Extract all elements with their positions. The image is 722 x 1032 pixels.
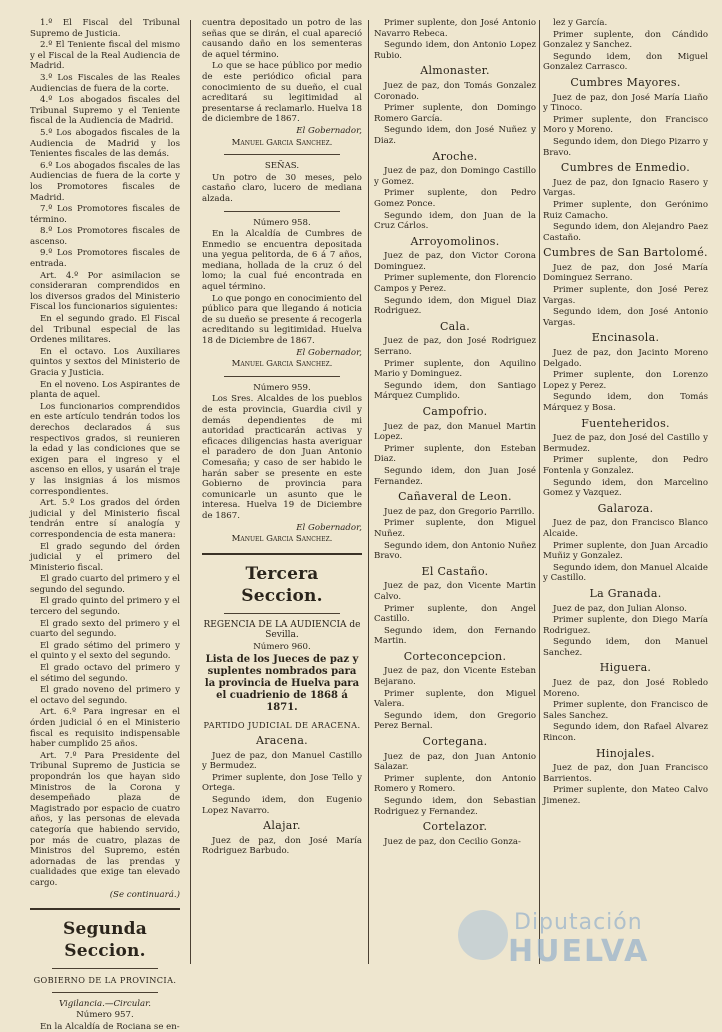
entry: Juez de paz, don José Robledo Moreno. (543, 678, 708, 699)
entry: Segundo idem, don Santiago Márquez Cumplido. (374, 380, 536, 402)
paragraph: Los Sres. Alcaldes de los pueblos de esta provincia, Guardia civil y demás dependientes de mi autoridad practicarán activas y eficaces diligencias hasta averiguar el paradero de don Juan Antonio Comesaña; y caso de ser habido le harán saber se presente en este Gobierno de provincia para comunicarle un asunto que le interesa. Huelva 19 de Diciembre de 1867. (202, 394, 362, 521)
article-paragraph: Art. 5.º Los grados del órden judicial y del Ministerio fiscal tendrán entre sí analogía y correspondencia de esta manera: (30, 498, 180, 540)
entry: Juez de paz, don Victor Corona Dominguez. (374, 251, 536, 272)
place-heading: Cala. (439, 319, 471, 333)
entry: Juez de paz, don Vicente Esteban Bejarano. (374, 666, 536, 688)
entry: Juez de paz, don Domingo Castillo y Gomez. (374, 166, 536, 187)
continue-note: (Se continuará.) (109, 889, 180, 900)
entry: Juez de paz, don Manuel Martin Lopez. (374, 421, 536, 443)
article-paragraph: El grado quinto del primero y el tercero del segundo. (30, 596, 180, 618)
column-1 (30, 18, 180, 1032)
signature-name: Manuel Garcia Sanchez. (231, 534, 333, 545)
place-heading: Cumbres de San Bartolomé. (543, 246, 708, 260)
entry: Primer suplente, don Gerónimo Ruiz Camacho. (543, 199, 708, 221)
column-3 (374, 18, 536, 984)
column-4 (543, 18, 708, 984)
entry: Juez de paz, don Francisco Blanco Alcaide. (543, 518, 708, 539)
senas-heading: SEÑAS. (264, 161, 300, 172)
place-heading: Cumbres Mayores. (570, 75, 681, 89)
entry: Juez de paz, don Manuel Castillo y Bermudez. (202, 750, 362, 772)
entry: lez y García. (553, 18, 608, 28)
column-rule (190, 20, 191, 964)
place-heading: Cañaveral de Leon. (398, 490, 512, 504)
entry: Segundo idem, don Juan de la Cruz Cárlos. (374, 210, 536, 232)
place-heading: Aracena. (256, 734, 308, 748)
article-paragraph: En el octavo. Los Auxiliares quintos y sextos del Ministerio de Gracia y Justicia. (30, 346, 180, 378)
circular-heading: Vigilancia.—Circular. (58, 998, 152, 1009)
notice-number: Número 959. (253, 382, 311, 393)
article-list (30, 18, 180, 889)
regencia-heading: REGENCIA DE LA AUDIENCIA de Sevilla. (203, 619, 361, 641)
entry: Primer suplente, don Esteban Diaz. (374, 443, 536, 465)
signature-title: El Gobernador, (296, 125, 362, 136)
entry: Segundo idem, don Marcelino Gomez y Vazquez. (543, 477, 708, 499)
entry: Segundo idem, don Miguel Gonzalez Carrasco. (543, 51, 708, 73)
entry: Segundo idem, don Eugenio Lopez Navarro. (202, 795, 362, 816)
entry: Segundo idem, don Fernando Martin. (374, 625, 536, 647)
entry: Segundo idem, don Sebastian Rodriguez y Fernandez. (374, 796, 536, 817)
place-heading: Higuera. (599, 661, 652, 675)
entry: Primer suplente, don Miguel Nuñez. (374, 518, 536, 539)
place-heading: Alajar. (263, 819, 301, 833)
place-heading: La Granada. (589, 586, 662, 600)
entry: Primer suplente, don José Antonio Navarro Rebeca. (374, 18, 536, 39)
gobierno-heading: GOBIERNO DE LA PROVINCIA. (33, 975, 177, 986)
entry: Segundo idem, don Gregorio Perez Bernal. (374, 710, 536, 732)
entry: Segundo idem, don Tomás Márquez y Bosa. (543, 392, 708, 413)
column-2 (202, 18, 362, 984)
paragraph: cuentra depositado un potro de las señas que se dirán, el cual apareció causando daño en los sementeras de aquel término. (202, 18, 362, 60)
entry: Segundo idem, don Alejandro Paez Castaño. (543, 222, 708, 243)
article-paragraph: 6.º Los abogados fiscales de las Audiencias de fuera de la corte y los Promotores fiscales de Madrid. (30, 160, 180, 203)
divider (224, 613, 340, 614)
article-paragraph: El grado segundo del órden judicial y el primero del Ministerio fiscal. (30, 541, 180, 573)
article-paragraph: El grado sexto del primero y el cuarto del segundo. (30, 618, 180, 640)
article-paragraph: 2.º El Teniente fiscal del mismo y el Fiscal de la Real Audiencia de Madrid. (30, 40, 180, 72)
article-paragraph: El grado noveno del primero y el octavo del segundo. (30, 685, 180, 706)
place-heading: El Castaño. (421, 564, 489, 578)
place-heading: Fuenteheridos. (581, 416, 670, 430)
list-title: Lista de los Jueces de paz y suplentes nombrados para la provincia de Huelva para el cuadrienio de 1868 á 1871. (204, 653, 360, 713)
paragraph: Un potro de 30 meses, pelo castaño claro, lucero de mediana alzada. (202, 172, 362, 204)
entry: Juez de paz, don José María Dominguez Serrano. (543, 262, 708, 284)
article-paragraph: El grado cuarto del primero y el segundo del segundo. (30, 574, 180, 595)
place-heading: Cortelazor. (422, 820, 488, 834)
entry: Juez de paz, don Julian Alonso. (553, 603, 687, 614)
entry: Primer suplente, don Jose Tello y Ortega. (202, 772, 362, 794)
entry: Segundo idem, don Rafael Alvarez Rincon. (543, 722, 708, 744)
entry: Segundo idem, don Juan José Fernandez. (374, 465, 536, 487)
place-heading: Cumbres de Enmedio. (560, 161, 691, 175)
entry: Juez de paz, don Juan Francisco Barrientos. (543, 763, 708, 784)
notice-number: Número 960. (253, 641, 311, 652)
entry: Segundo idem, don José Nuñez y Diaz. (374, 125, 536, 146)
entry: Juez de paz, don Juan Antonio Salazar. (374, 751, 536, 773)
article-paragraph: 8.º Los Promotores fiscales de ascenso. (30, 226, 180, 247)
entry: Juez de paz, don José María Rodriguez Barbudo. (202, 835, 362, 857)
place-heading: Campofrio. (422, 405, 488, 418)
entry: Segundo idem, don Manuel Sanchez. (543, 637, 708, 658)
divider (224, 211, 340, 212)
article-paragraph: Art. 4.º Por asimilacion se consideraran comprendidos en los diversos grados del Ministerio Fiscal los funcionarios siguientes: (30, 270, 180, 313)
entry: Juez de paz, don Cecilio Gonza- (384, 836, 521, 847)
place-heading: Galaroza. (597, 501, 654, 515)
entry: Primer suplente, don Pedro Fontenla y Gonzalez. (543, 455, 708, 476)
divider (224, 376, 340, 377)
article-paragraph: 4.º Los abogados fiscales del Tribunal Supremo y el Teniente fiscal de la Audiencia de Madrid. (30, 95, 180, 127)
place-heading: Arroyomolinos. (410, 234, 500, 248)
divider (202, 553, 362, 555)
notice-number: Número 958. (253, 217, 311, 228)
paragraph: En la Alcaldía de Cumbres de Enmedio se encuentra depositada una yegua pelitorda, de 6 á 7 años, mediana, hollada de la cruz ó del lomo; la cual fué encontrada en aquel término. (202, 229, 362, 293)
entry: Primer suplente, don Aquilino Mario y Dominguez. (374, 358, 536, 380)
signature-title: El Gobernador, (296, 347, 362, 358)
entry: Primer suplente, don Francisco de Sales Sanchez. (543, 700, 708, 721)
place-heading: Almonaster. (420, 64, 490, 78)
article-paragraph: 7.º Los Promotores fiscales de término. (30, 204, 180, 225)
entry: Segundo idem, don Manuel Alcaide y Castillo. (543, 562, 708, 584)
divider (52, 992, 158, 993)
entry: Primer suplemente, don Florencio Campos y Perez. (374, 273, 536, 295)
watermark-line-1: Diputación (514, 910, 643, 935)
section-heading-tercera: Tercera Seccion. (241, 563, 323, 606)
entry: Primer suplente, don Diego María Rodriguez. (543, 615, 708, 636)
signature-name: Manuel Garcia Sanchez. (231, 359, 333, 370)
entry: Primer suplente, don Mateo Calvo Jimenez. (543, 785, 708, 806)
entry: Primer suplente, don Juan Arcadio Muñiz y Gonzalez. (543, 540, 708, 562)
notice-number: Número 957. (76, 1010, 134, 1021)
signature-title: El Gobernador, (296, 522, 362, 533)
entry: Juez de paz, don José Rodriguez Serrano. (374, 336, 536, 358)
paragraph: Lo que pongo en conocimiento del público para que llegando á noticia de su dueño se presente á recogerla acreditando su legitimidad. Huelva 18 de Diciembre de 1867. (202, 293, 362, 347)
entry: Primer suplente, don Angel Castillo. (374, 603, 536, 625)
column-rule (539, 20, 540, 964)
place-heading: Encinasola. (591, 331, 660, 345)
article-paragraph: 5.º Los abogados fiscales de la Audiencia de Madrid y los Tenientes fiscales de las demás. (30, 127, 180, 160)
entry: Segundo idem, don Antonio Lopez Rubio. (374, 40, 536, 61)
article-paragraph: 1.º El Fiscal del Tribunal Supremo de Justicia. (30, 18, 180, 39)
paragraph: En la Alcaldía de Rociana se en- (40, 1021, 180, 1032)
entry: Juez de paz, don José del Castillo y Bermudez. (543, 433, 708, 454)
paragraph: Lo que se hace público por medio de este periódico oficial para conocimiento de su dueño, el cual acreditará su legitimidad al presentarse á reclamarlo. Huelva 18 de diciembre de 1867. (202, 61, 362, 125)
entry: Segundo idem, don Antonio Nuñez Bravo. (374, 540, 536, 562)
article-paragraph: El grado octavo del primero y el sétimo del segundo. (30, 663, 180, 684)
entry: Juez de paz, don Vicente Martin Calvo. (374, 581, 536, 602)
entry: Juez de paz, don Jacinto Moreno Delgado. (543, 348, 708, 369)
entry: Primer suplente, don Domingo Romero García. (374, 103, 536, 124)
entry: Juez de paz, don Ignacio Rasero y Vargas. (543, 177, 708, 199)
watermark-line-2: HUELVA (508, 934, 650, 969)
entry: Primer suplente, don Miguel Valera. (374, 688, 536, 710)
article-paragraph: Art. 6.º Para ingresar en el órden judicial ó en el Ministerio fiscal es requisito indispensable haber cumplido 25 años. (30, 707, 180, 750)
entry: Primer suplente, don Lorenzo Lopez y Perez. (543, 370, 708, 391)
article-paragraph: En el noveno. Los Aspirantes de planta de aquel. (30, 379, 180, 401)
signature-name: Manuel Garcia Sanchez. (231, 137, 333, 148)
article-paragraph: En el segundo grado. El Fiscal del Tribunal especial de las Ordenes militares. (30, 314, 180, 346)
article-paragraph: El grado sétimo del primero y el quinto y el sexto del segundo. (30, 640, 180, 662)
entry: Segundo idem, don Diego Pizarro y Bravo. (543, 136, 708, 158)
entry: Segundo idem, don José Antonio Vargas. (543, 307, 708, 328)
divider (52, 968, 158, 969)
entry: Primer suplente, don Pedro Gomez Ponce. (374, 188, 536, 209)
partido-heading: PARTIDO JUDICIAL DE ARACENA. (203, 719, 361, 730)
place-heading: Corteconcepcion. (403, 649, 507, 663)
entry: Juez de paz, don Gregorio Parrillo. (384, 506, 535, 517)
place-heading: Hinojales. (596, 746, 655, 760)
entry: Primer suplente, don Antonio Romero y Romero. (374, 773, 536, 795)
article-paragraph: 3.º Los Fiscales de las Reales Audiencias de fuera de la corte. (30, 72, 180, 94)
entry: Primer suplente, don José Perez Vargas. (543, 285, 708, 306)
column-rule (368, 20, 369, 964)
seal-icon (458, 910, 508, 960)
article-paragraph: 9.º Los Promotores fiscales de entrada. (30, 248, 180, 270)
article-paragraph: Los funcionarios comprendidos en este artículo tendrán todos los derechos declarados á sus respectivos grados, si reunieren la edad y las condiciones que se exigen para el ingreso y el ascenso en ellos, y usarán el traje y las insignias á los mismos correspondientes. (30, 401, 180, 497)
entry: Primer suplente, don Francisco Moro y Moreno. (543, 114, 708, 136)
entry: Primer suplente, don Cándido Gonzalez y Sanchez. (543, 29, 708, 51)
entry: Juez de paz, don José María Liaño y Tinoco. (543, 92, 708, 114)
entry: Segundo idem, don Miguel Diaz Rodriguez. (374, 295, 536, 317)
divider (30, 908, 180, 910)
place-heading: Cortegana. (422, 735, 488, 749)
place-heading: Aroche. (432, 149, 478, 163)
section-heading-segunda: Segunda Seccion. (62, 919, 147, 962)
divider (224, 154, 340, 155)
entry: Juez de paz, don Tomás Gonzalez Coronado. (374, 80, 536, 102)
article-paragraph: Art. 7.º Para Presidente del Tribunal Supremo de Justicia se propondrán los que hayan sido Ministros de la Corona y desempeñado plaza de Magistrado por espacio de cuatro años, y las personas de elevada categoría que habiendo servido, por más de cuatro, plazas de Ministros del Supremo, estén adornadas de las prendas y cualidades que exige tan elevado cargo. (30, 750, 180, 888)
